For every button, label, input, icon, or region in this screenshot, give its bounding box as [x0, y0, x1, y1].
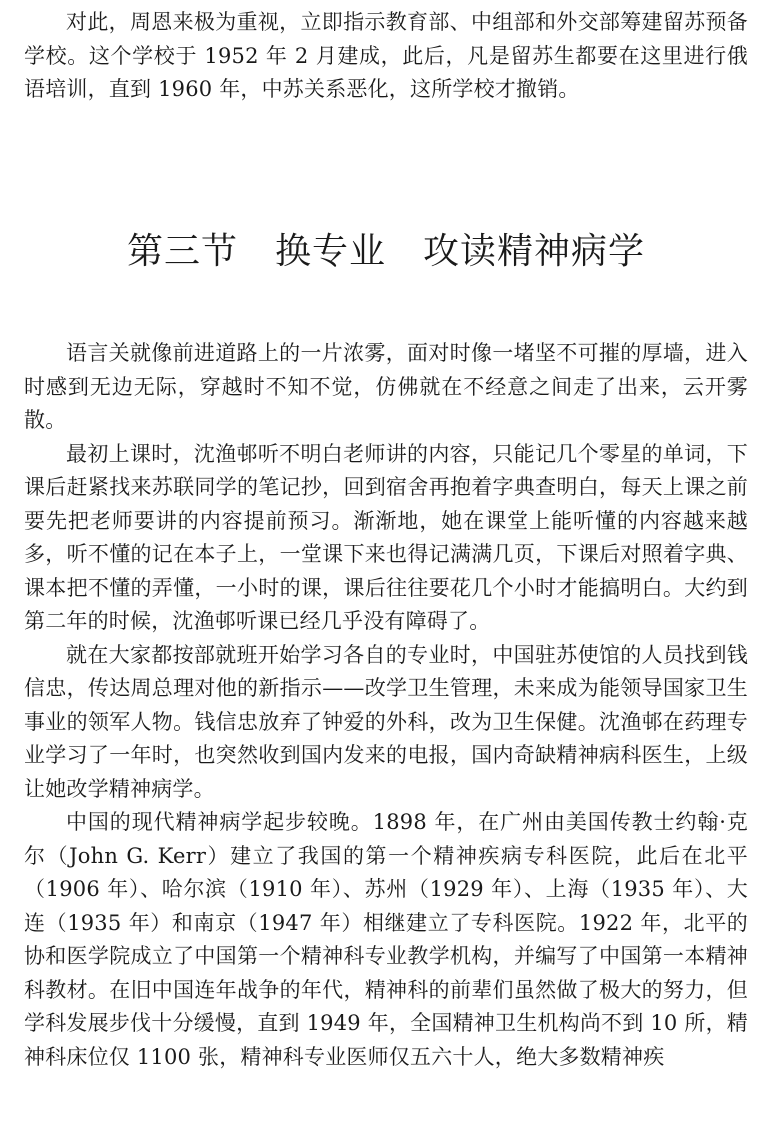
intro-paragraph: 对此，周恩来极为重视，立即指示教育部、中组部和外交部筹建留苏预备学校。这个学校于 1952 年 2 月建成，此后，凡是留苏生都要在这里进行俄语培训，直到 1960 年，中苏关系恶化，这所学校才撤销。	[24, 10, 748, 101]
section-body	[24, 337, 748, 1074]
intro-section	[24, 6, 748, 107]
paragraph-2: 最初上课时，沈渔邨听不明白老师讲的内容，只能记几个零星的单词，下课后赶紧找来苏联同学的笔记抄，回到宿舍再抱着字典查明白，每天上课之前要先把老师要讲的内容提前预习。渐渐地，她在课堂上能听懂的内容越来越多，听不懂的记在本子上，一堂课下来也得记满满几页，下课后对照着字典、课本把不懂的弄懂，一小时的课，课后往往要花几个小时才能搞明白。大约到第二年的时候，沈渔邨听课已经几乎没有障碍了。	[24, 441, 748, 633]
paragraph-1: 语言关就像前进道路上的一片浓雾，面对时像一堵坚不可摧的厚墙，进入时感到无边无际，穿越时不知不觉，仿佛就在不经意之间走了出来，云开雾散。	[24, 341, 748, 432]
paragraph-4: 中国的现代精神病学起步较晚。1898 年，在广州由美国传教士约翰·克尔（John G. Kerr）建立了我国的第一个精神疾病专科医院，此后在北平（1906 年）、哈尔滨（1910 年）、苏州（1929 年）、上海（1935 年）、大连（1935 年）和南京（1947 年）相继建立了专科医院。1922 年，北平的协和医学院成立了中国第一个精神科专业教学机构，并编写了中国第一本精神科教材。在旧中国连年战争的年代，精神科的前辈们虽然做了极大的努力，但学科发展步伐十分缓慢，直到 1949 年，全国精神卫生机构尚不到 10 所，精神科床位仅 1100 张，精神科专业医师仅五六十人，绝大多数精神疾	[24, 810, 748, 1069]
section-heading: 第三节 换专业 攻读精神病学	[126, 231, 645, 272]
paragraph-3: 就在大家都按部就班开始学习各自的专业时，中国驻苏使馆的人员找到钱信忠，传达周总理对他的新指示——改学卫生管理，未来成为能领导国家卫生事业的领军人物。钱信忠放弃了钟爱的外科，改为卫生保健。沈渔邨在药理专业学习了一年时，也突然收到国内发来的电报，国内奇缺精神病科医生，上级让她改学精神病学。	[24, 642, 748, 801]
